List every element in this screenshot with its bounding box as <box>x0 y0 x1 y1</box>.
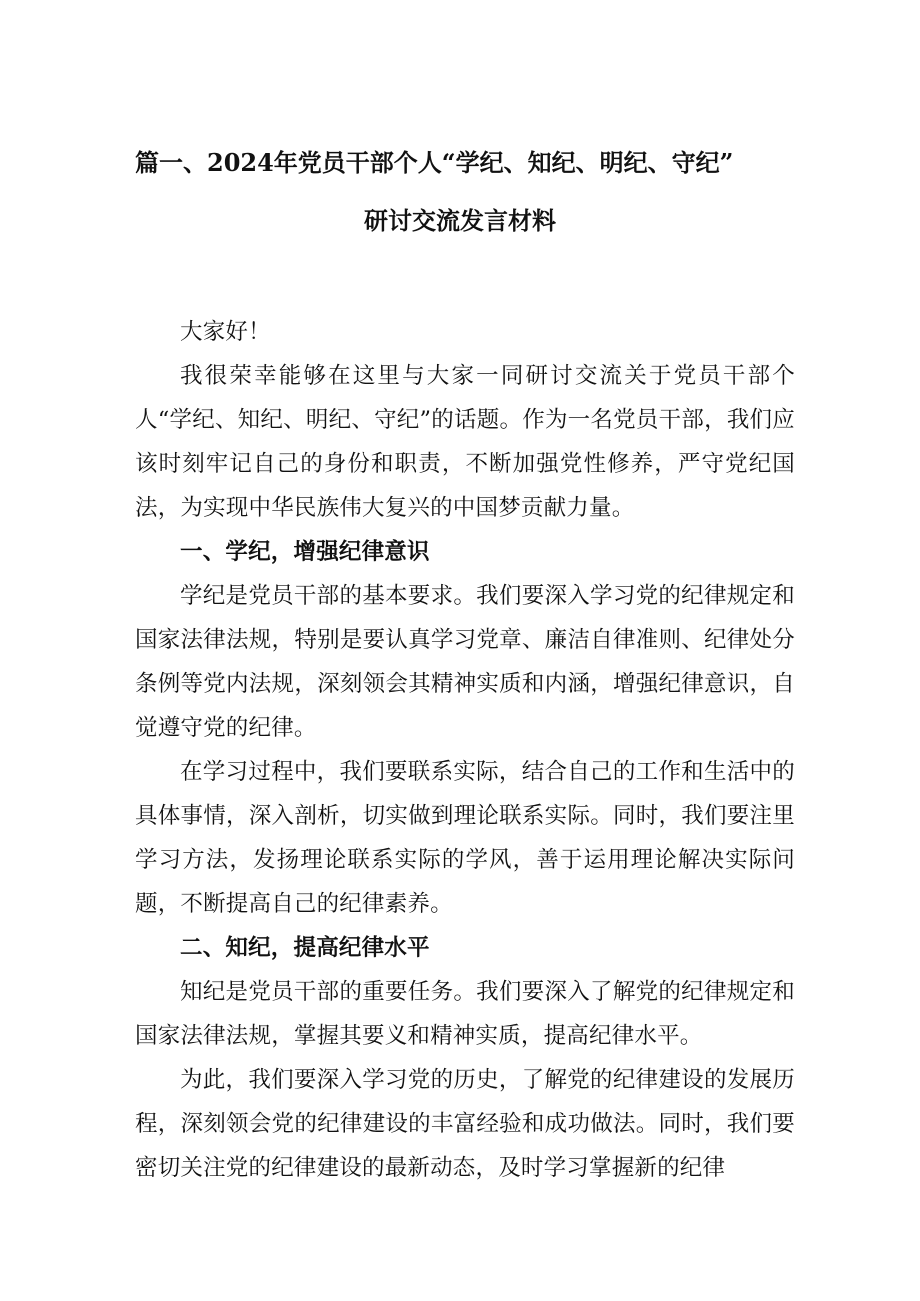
body-paragraph: 为此，我们要深入学习党的历史，了解党的纪律建设的发展历程，深刻领会党的纪律建设的丰富经验和成功做法。同时，我们要密切关注党的纪律建设的最新动态，及时学习掌握新的纪律 <box>135 1067 795 1181</box>
body-paragraph: 知纪是党员干部的重要任务。我们要深入了解党的纪律规定和国家法律法规，掌握其要义和精神实质，提高纪律水平。 <box>135 979 795 1049</box>
body-paragraph: 学纪是党员干部的基本要求。我们要深入学习党的纪律规定和国家法律法规，特别是要认真学习党章、廉洁自律准则、纪律处分条例等党内法规，深刻领会其精神实质和内涵，增强纪律意识，自觉遵守党的纪律。 <box>135 583 795 741</box>
intro-paragraph: 我很荣幸能够在这里与大家一同研讨交流关于党员干部个人“学纪、知纪、明纪、守纪”的话题。作为一名党员干部，我们应该时刻牢记自己的身份和职责，不断加强党性修养，严守党纪国法，为实现中华民族伟大复兴的中国梦贡献力量。 <box>135 363 795 521</box>
document-title-line-2: 研讨交流发言材料 <box>364 206 556 235</box>
greeting-paragraph: 大家好！ <box>180 319 271 345</box>
document-body <box>135 310 795 1190</box>
section-heading-2: 二、知纪，提高纪律水平 <box>180 935 430 961</box>
section-heading-1: 一、学纪，增强纪律意识 <box>180 539 430 565</box>
body-paragraph: 在学习过程中，我们要联系实际，结合自己的工作和生活中的具体事情，深入剖析，切实做到理论联系实际。同时，我们要注里学习方法，发扬理论联系实际的学风，善于运用理论解决实际问题，不断提高自己的纪律素养。 <box>135 759 795 917</box>
document-title-line-1: 篇一、2024年党员干部个人“学纪、知纪、明纪、守纪” <box>135 148 734 177</box>
